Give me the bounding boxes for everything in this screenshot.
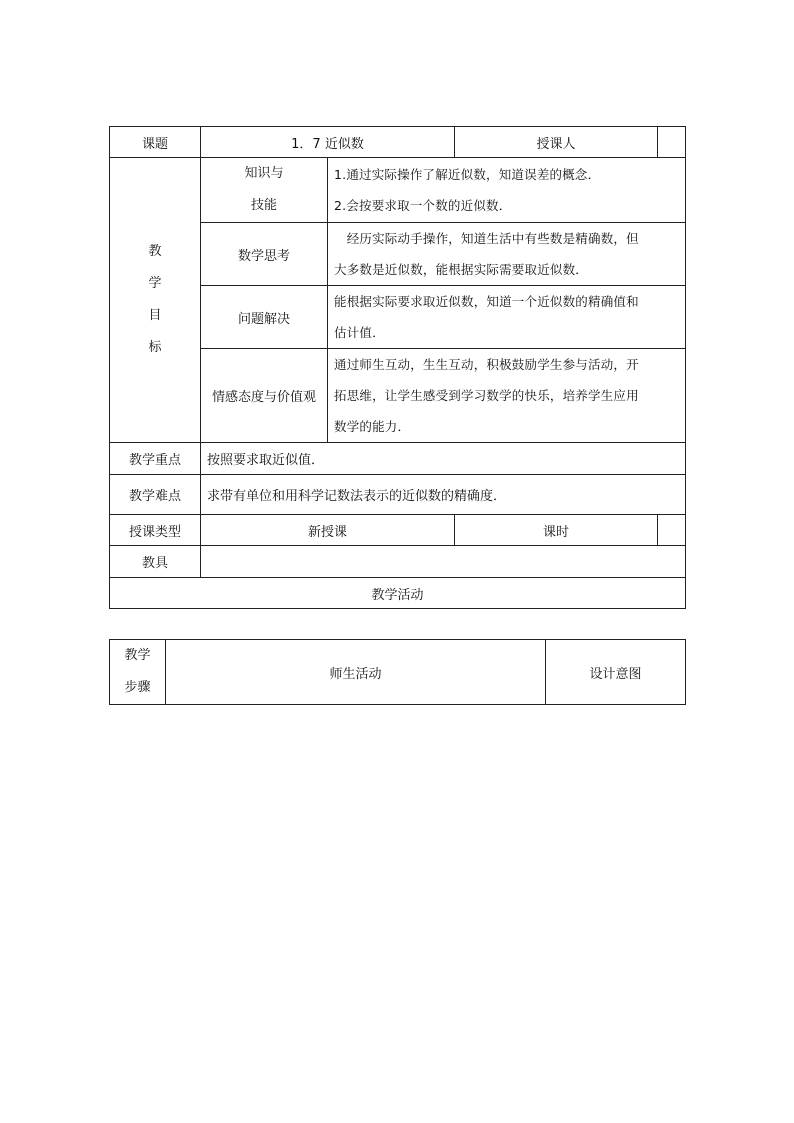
goal-problem-text: 能根据实际要求取近似数，知道一个近似数的精确值和 估计值． (328, 286, 686, 349)
class-type-label: 授课类型 (110, 515, 201, 546)
difficulty-label: 教学难点 (110, 475, 201, 515)
tools-row (110, 546, 686, 578)
topic-label: 课题 (110, 127, 201, 158)
key-point-value: 按照要求取近似值． (201, 443, 686, 475)
difficulty-value: 求带有单位和用科学记数法表示的近似数的精确度． (201, 475, 686, 515)
step-label: 教学 步骤 (110, 640, 166, 705)
tools-label: 教具 (110, 546, 201, 578)
teaching-steps-table (109, 639, 686, 705)
goal-row-knowledge (110, 158, 686, 223)
steps-header-row (110, 640, 686, 705)
goals-label: 教 学 目 标 (110, 158, 201, 443)
topic-value: 1．7 近似数 (201, 127, 455, 158)
goal-thinking-text: 经历实际动手操作，知道生活中有些数是精确数，但 大多数是近似数，能根据实际需要取近似数． (328, 223, 686, 286)
activity-header-row (110, 578, 686, 609)
key-point-row (110, 443, 686, 475)
difficulty-row (110, 475, 686, 515)
tools-value (201, 546, 686, 578)
activity-header: 教学活动 (110, 578, 686, 609)
goal-emotion-text: 通过师生互动，生生互动，积极鼓励学生参与活动，开 拓思维，让学生感受到学习数学的快乐，培养学生应用 数学的能力． (328, 349, 686, 443)
goal-knowledge-text: 1.通过实际操作了解近似数，知道误差的概念． 2.会按要求取一个数的近似数． (328, 158, 686, 223)
teacher-label: 授课人 (455, 127, 658, 158)
activity-label: 师生活动 (166, 640, 546, 705)
teacher-value (658, 127, 686, 158)
period-value (658, 515, 686, 546)
lesson-plan-table (109, 126, 686, 609)
key-point-label: 教学重点 (110, 443, 201, 475)
class-type-row (110, 515, 686, 546)
goal-thinking-label: 数学思考 (201, 223, 328, 286)
goal-knowledge-label: 知识与 技能 (201, 158, 328, 223)
topic-row (110, 127, 686, 158)
design-label: 设计意图 (546, 640, 686, 705)
period-label: 课时 (455, 515, 658, 546)
class-type-value: 新授课 (201, 515, 455, 546)
goal-emotion-label: 情感态度与价值观 (201, 349, 328, 443)
goal-problem-label: 问题解决 (201, 286, 328, 349)
